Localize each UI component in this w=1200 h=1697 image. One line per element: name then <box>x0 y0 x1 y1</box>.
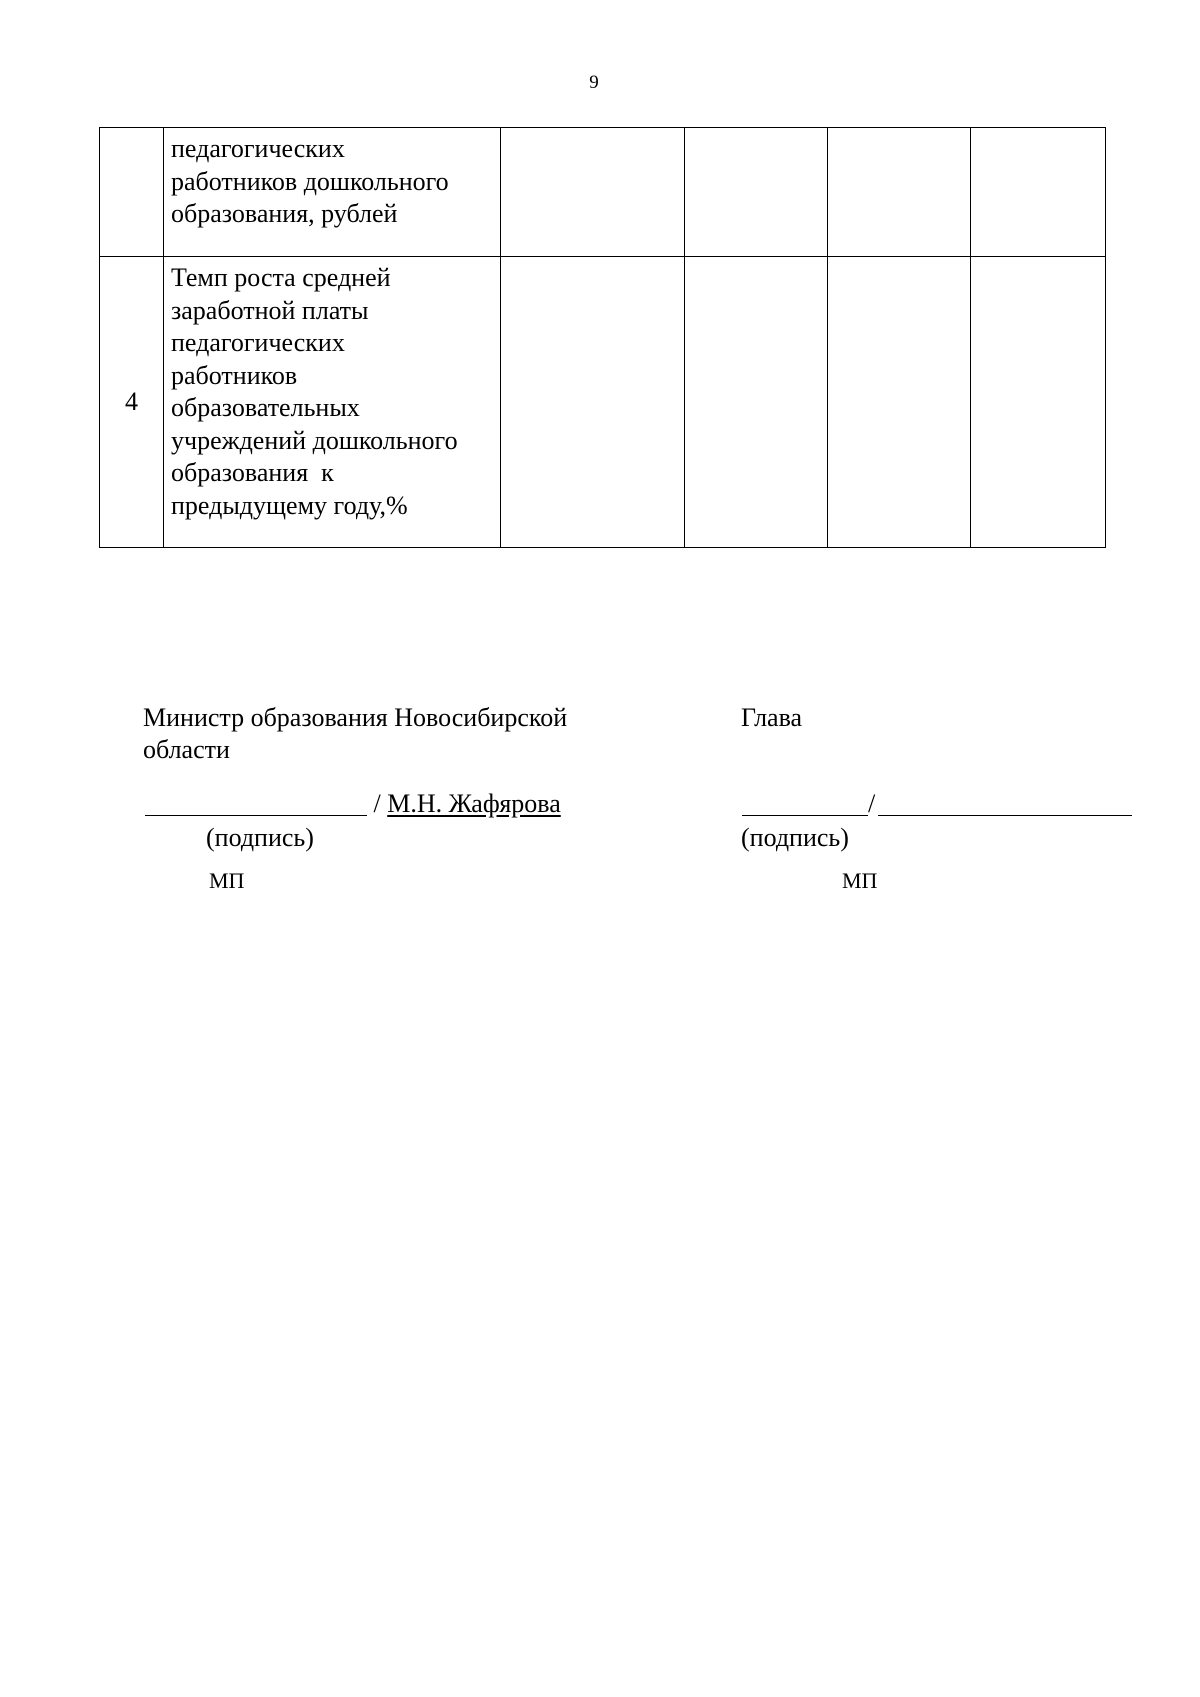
description-line: Темп роста средней <box>171 263 391 292</box>
value-cell <box>685 128 828 257</box>
description-line: заработной платы <box>171 295 369 325</box>
right-name-line <box>878 815 1132 816</box>
description-line: образовательных <box>171 393 360 422</box>
table-row <box>100 257 1106 548</box>
left-signature-caption: (подпись) <box>206 823 314 852</box>
signatory-name: М.Н. Жафярова <box>387 789 561 818</box>
value-cell <box>971 128 1106 257</box>
indicators-table <box>99 127 1106 548</box>
name-separator: / <box>367 789 388 818</box>
indicator-description-cell <box>164 128 501 257</box>
value-cell <box>828 257 971 548</box>
left-seal-label: МП <box>209 868 245 893</box>
left-signatory-title-line1: Министр образования Новосибирской <box>143 703 568 732</box>
left-signatory-name <box>367 788 561 819</box>
right-signature-separator: / <box>868 789 876 818</box>
description-line: предыдущему году,% <box>171 490 408 520</box>
table-row <box>100 128 1106 257</box>
right-signature-line <box>742 815 868 816</box>
page-number: 9 <box>589 72 599 93</box>
description-line: учреждений дошкольного <box>171 425 458 455</box>
description-line: образования к <box>171 458 334 487</box>
value-cell <box>828 128 971 257</box>
value-cell <box>501 257 685 548</box>
description-line: работников <box>171 360 298 390</box>
description-line: работников дошкольного <box>171 166 449 196</box>
row-number-cell <box>100 128 164 257</box>
description-line: образования, рублей <box>171 199 398 228</box>
row-number-cell: 4 <box>100 257 164 548</box>
description-line: педагогических <box>171 134 345 163</box>
right-signature-caption: (подпись) <box>741 823 849 852</box>
left-signature-line <box>145 815 367 816</box>
description-line: педагогических <box>171 328 345 357</box>
value-cell <box>971 257 1106 548</box>
indicator-description-cell <box>164 257 501 548</box>
right-signatory-title: Глава <box>741 703 803 732</box>
value-cell <box>685 257 828 548</box>
value-cell <box>501 128 685 257</box>
right-seal-label: МП <box>842 868 878 893</box>
left-signatory-title-line2: области <box>143 735 230 764</box>
